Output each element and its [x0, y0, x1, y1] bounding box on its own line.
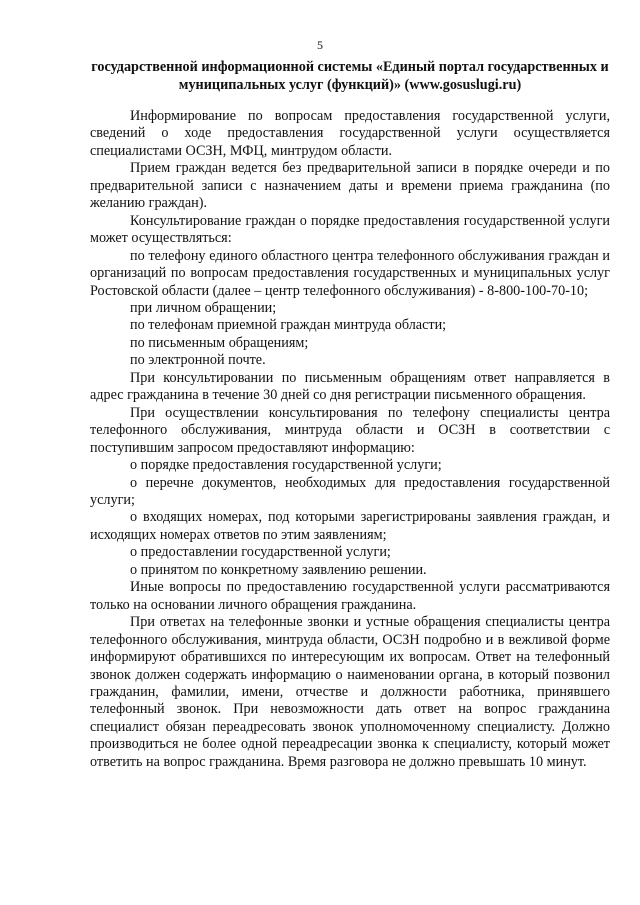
- paragraph: Информирование по вопросам предоставления государственной услуги, сведений о ходе предоставления государственной услуги осуществляется специалистами ОСЗН, МФЦ, минтрудом области.: [90, 108, 610, 159]
- paragraph: Консультирование граждан о порядке предоставления государственной услуги может осуществляться:: [90, 212, 610, 247]
- document-body: [90, 108, 610, 771]
- list-item: по электронной почте.: [130, 352, 266, 369]
- paragraph: Прием граждан ведется без предварительной записи в порядке очереди и по предварительной записи с назначением даты и времени приема гражданина (по желанию граждан).: [90, 160, 610, 212]
- list-item: по телефону единого областного центра телефонного обслуживания граждан и организаций по вопросам предоставления государственных и муниципальных услуг Ростовской области (далее – центр телефонного обслуживания) - 8-800-100-70-10;: [90, 247, 610, 299]
- paragraph: При консультировании по письменным обращениям ответ направляется в адрес гражданина в течение 30 дней со дня регистрации письменного обращения.: [90, 369, 610, 404]
- list-item: о входящих номерах, под которыми зарегистрированы заявления граждан, и исходящих номерах ответов по этим заявлениям;: [90, 509, 610, 543]
- list-item: при личном обращении;: [130, 299, 277, 316]
- paragraph: При ответах на телефонные звонки и устные обращения специалисты центра телефонного обслуживания, минтруда области, ОСЗН подробно и в вежливой форме информируют обратившихся по интересующим их вопросам. Ответ на телефонный звонок должен содержать информацию о наименовании органа, в который позвонил гражданин, фамилии, имени, отчестве и должности работника, принявшего телефонный звонок. При невозможности дать ответ на вопрос гражданина специалист обязан переадресовать звонок уполномоченному специалисту. Должно производиться не более одной переадресации звонка к специалисту, который может ответить на вопрос гражданина. Время разговора не должно превышать 10 минут.: [90, 614, 610, 770]
- list-item: по телефонам приемной граждан минтруда области;: [130, 317, 447, 334]
- paragraph: Иные вопросы по предоставлению государственной услуги рассматриваются только на основании личного обращения гражданина.: [90, 579, 610, 613]
- list-item: о порядке предоставления государственной услуги;: [130, 457, 442, 474]
- list-item: о принятом по конкретному заявлению решении.: [130, 561, 427, 578]
- page-number: 5: [317, 38, 323, 52]
- list-item: по письменным обращениям;: [130, 334, 309, 351]
- section-heading: государственной информационной системы «Единый портал государственных и муниципальных услуг (функций)» (www.gosuslugi.ru): [91, 59, 609, 93]
- paragraph: При осуществлении консультирования по телефону специалисты центра телефонного обслуживания, минтруда области и ОСЗН в соответствии с поступившим запросом предоставляют информацию:: [90, 404, 610, 456]
- list-item: о предоставлении государственной услуги;: [130, 544, 391, 561]
- list-item: о перечне документов, необходимых для предоставления государственной услуги;: [90, 474, 610, 508]
